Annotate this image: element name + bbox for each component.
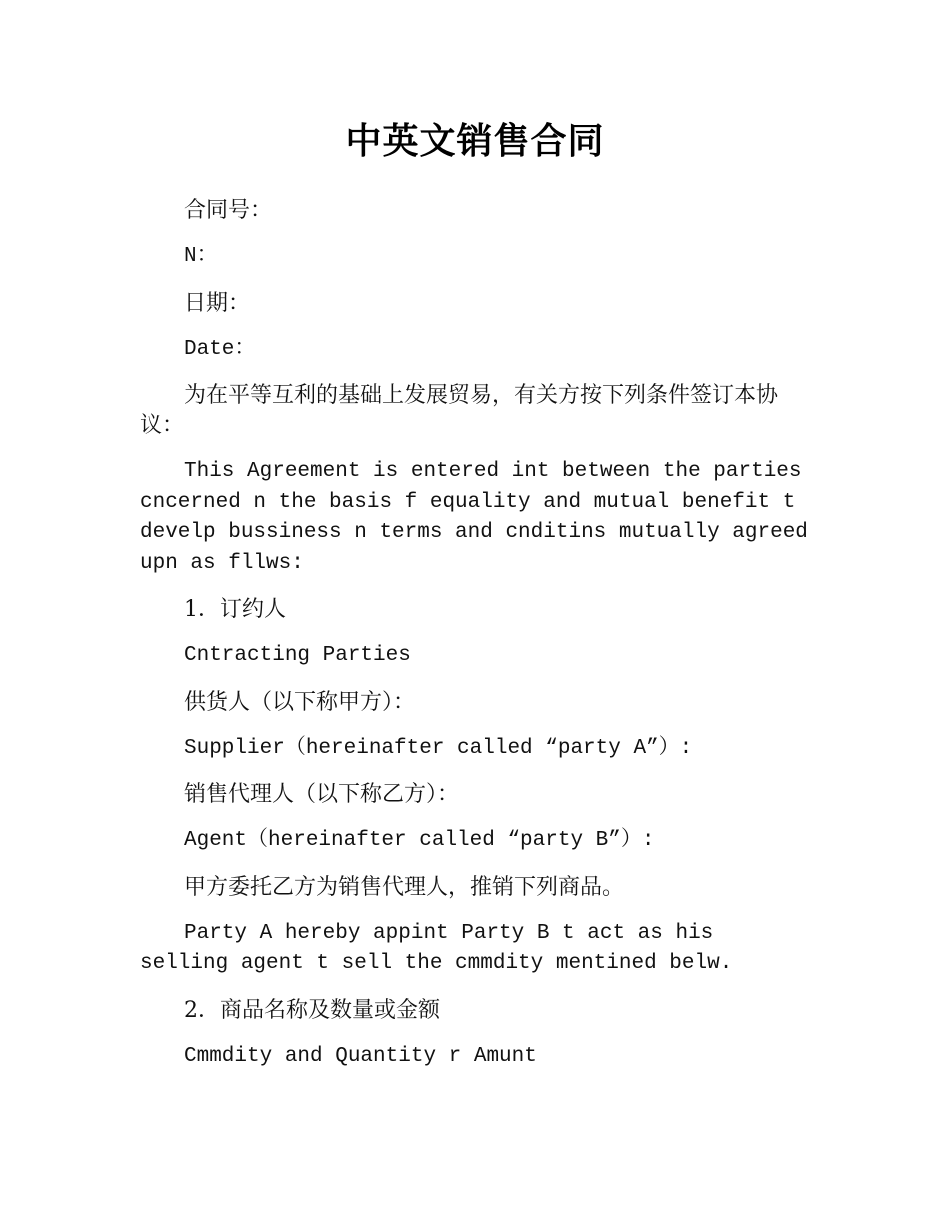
paragraph-contract-no-zh: 合同号： <box>184 198 273 223</box>
paragraph-preamble-zh: 为在平等互利的基础上发展贸易，有关方按下列条件签订本协议： <box>140 383 779 438</box>
paragraph-appointment-en: Party A hereby appint Party B t act as his selling agent t sell the cmmdity mentined belw. <box>140 921 733 975</box>
paragraph-date-zh: 日期： <box>184 290 251 316</box>
paragraph-section-1-heading-en: Cntracting Parties <box>184 644 411 667</box>
document-body <box>140 196 810 1088</box>
paragraph-agent-en: Agent（hereinafter called “party B”）: <box>184 829 655 852</box>
paragraph-supplier-en: Supplier（hereinafter called “party A”）: <box>184 736 693 760</box>
paragraph-section-1-heading-zh: 1．订约人 <box>184 597 286 622</box>
paragraph-contract-no-en: N： <box>184 245 218 268</box>
paragraph-agent-zh: 销售代理人（以下称乙方）： <box>184 782 460 807</box>
paragraph-date-en: Date： <box>184 337 256 361</box>
document-title: 中英文销售合同 <box>345 121 605 162</box>
paragraph-section-2-heading-zh: 2．商品名称及数量或金额 <box>184 997 440 1023</box>
paragraph-appointment-zh: 甲方委托乙方为销售代理人，推销下列商品。 <box>184 874 625 900</box>
paragraph-section-2-heading-en: Cmmdity and Quantity r Amunt <box>184 1044 537 1068</box>
paragraph-supplier-zh: 供货人（以下称甲方）： <box>184 689 416 715</box>
paragraph-preamble-en: This Agreement is entered int between the parties cncerned n the basis f equality and mutual benefit t develp bussiness n terms and cnditins mutually agreed upn as fllws: <box>140 460 808 575</box>
